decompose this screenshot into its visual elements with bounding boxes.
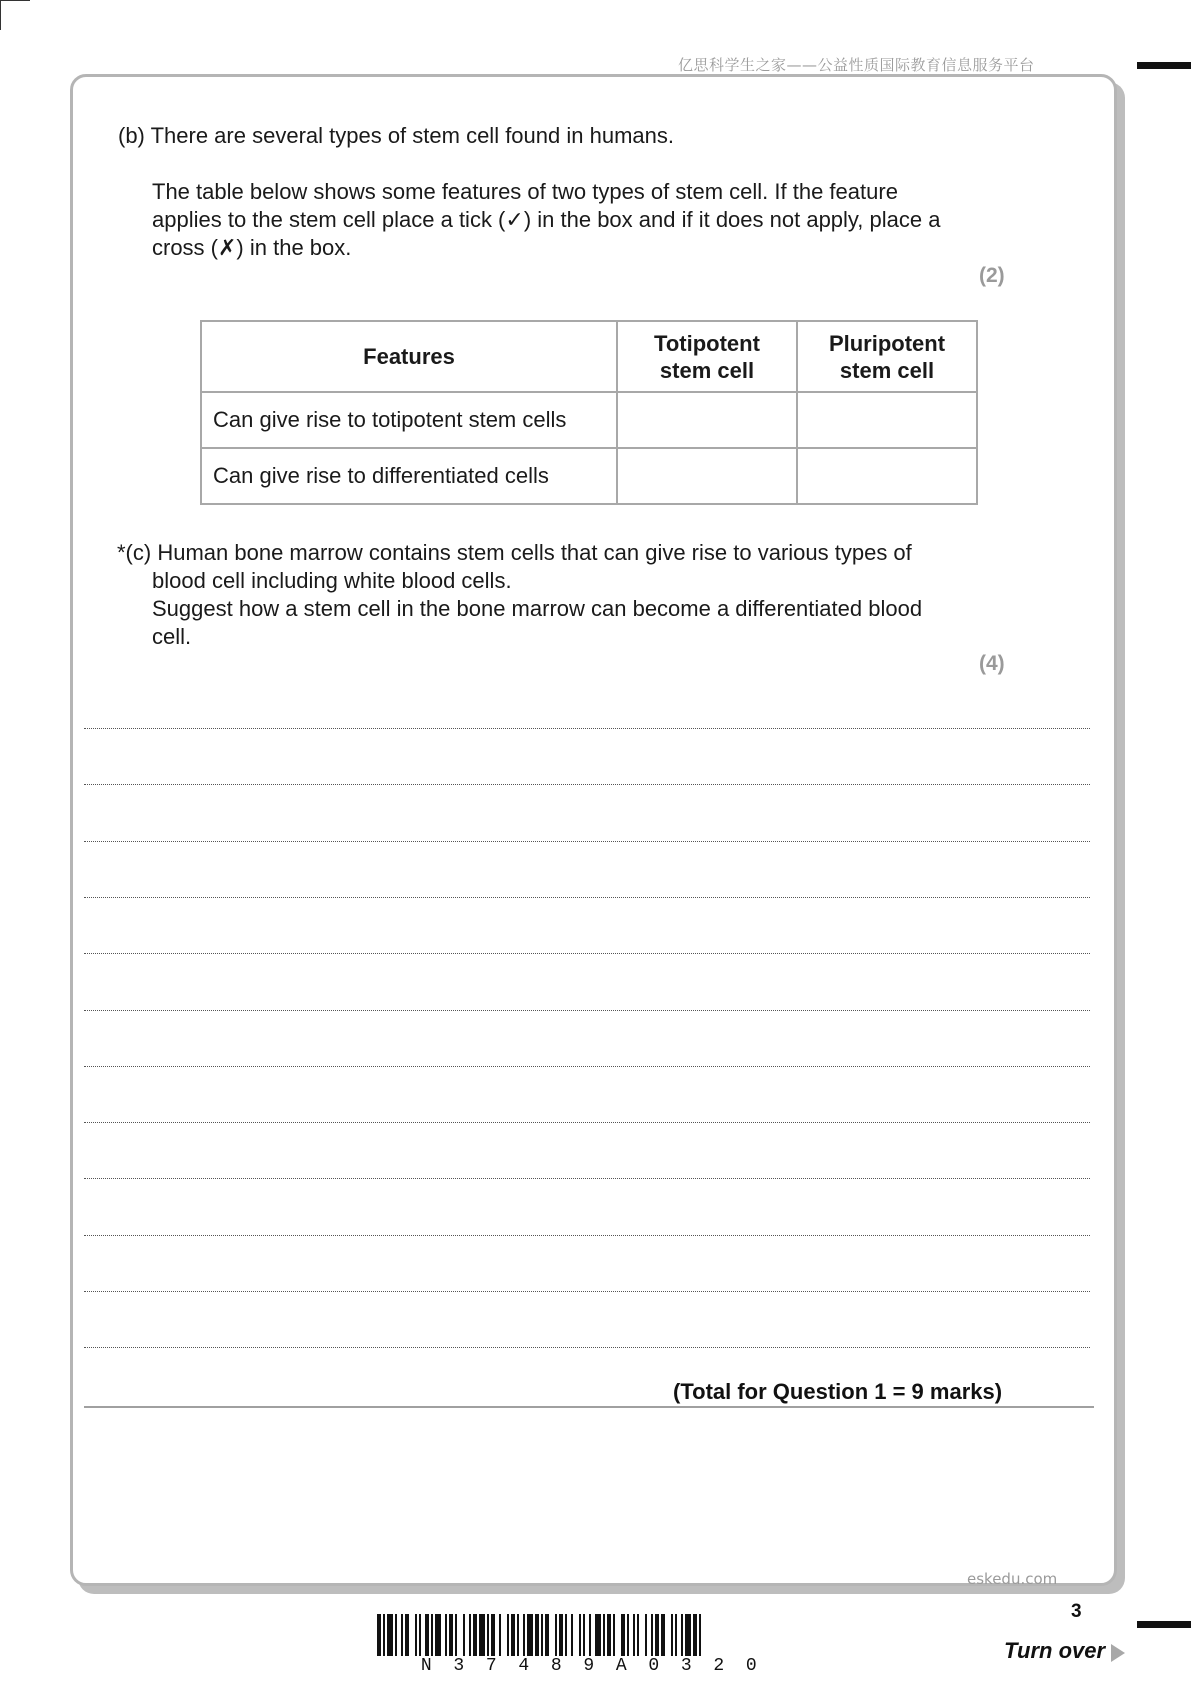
- barcode-digits: [410, 1656, 768, 1676]
- barcode-digit: 3: [680, 1656, 692, 1676]
- barcode-bar: [401, 1614, 403, 1656]
- header-pluripotent-line2: stem cell: [839, 357, 935, 383]
- barcode-digit: 3: [453, 1656, 465, 1676]
- table-header-row: [201, 321, 977, 392]
- page-number: 3: [1071, 1601, 1082, 1622]
- answer-line[interactable]: [84, 784, 1090, 785]
- barcode-bar: [627, 1614, 629, 1656]
- barcode-digit: N: [420, 1656, 432, 1676]
- pluripotent-answer-box[interactable]: [797, 448, 977, 504]
- answer-line[interactable]: [84, 1122, 1090, 1123]
- barcode-bar: [579, 1614, 581, 1656]
- totipotent-answer-box[interactable]: [617, 392, 797, 448]
- barcode-digit: A: [615, 1656, 627, 1676]
- barcode-bar: [589, 1614, 591, 1656]
- barcode: [377, 1614, 810, 1656]
- barcode-bar: [595, 1614, 601, 1656]
- barcode-bar: [671, 1614, 673, 1656]
- totipotent-answer-box[interactable]: [617, 448, 797, 504]
- barcode-bar: [473, 1614, 477, 1656]
- answer-line[interactable]: [84, 1010, 1090, 1011]
- barcode-bar: [699, 1614, 701, 1656]
- barcode-bar: [445, 1614, 447, 1656]
- barcode-bar: [655, 1614, 659, 1656]
- pluripotent-answer-box[interactable]: [797, 392, 977, 448]
- barcode-bar: [645, 1614, 647, 1656]
- header-features: Features: [201, 321, 617, 392]
- header-totipotent: [617, 321, 797, 392]
- header-pluripotent-line1: Pluripotent: [828, 330, 946, 356]
- question-c-line-4: cell.: [152, 624, 192, 649]
- barcode-bar: [607, 1614, 611, 1656]
- barcode-bar: [651, 1614, 653, 1656]
- barcode-bar: [527, 1614, 533, 1656]
- answer-line[interactable]: [84, 841, 1090, 842]
- answer-line[interactable]: [84, 1066, 1090, 1067]
- barcode-bar: [661, 1614, 665, 1656]
- question-b-instruction-2: applies to the stem cell place a tick (✓) in the box and if it does not apply, place a: [152, 207, 941, 232]
- barcode-bar: [499, 1614, 501, 1656]
- site-watermark: eskedu.com: [967, 1570, 1058, 1588]
- margin-bar-top: [1137, 62, 1191, 69]
- barcode-bar: [479, 1614, 485, 1656]
- barcode-bar: [621, 1614, 625, 1656]
- barcode-bar: [565, 1614, 567, 1656]
- barcode-bar: [435, 1614, 441, 1656]
- table-row: [201, 448, 977, 504]
- barcode-digit: 4: [518, 1656, 530, 1676]
- header-totipotent-line1: Totipotent: [654, 330, 760, 356]
- question-c-line-1: *(c) Human bone marrow contains stem cells that can give rise to various types of: [117, 540, 912, 565]
- barcode-bar: [387, 1614, 393, 1656]
- barcode-bar: [685, 1614, 691, 1656]
- barcode-bar: [633, 1614, 635, 1656]
- barcode-bar: [511, 1614, 515, 1656]
- table-row: [201, 392, 977, 448]
- barcode-bar: [583, 1614, 585, 1656]
- barcode-bar: [431, 1614, 433, 1656]
- question-c-line-3: Suggest how a stem cell in the bone marrow can become a differentiated blood: [152, 596, 923, 621]
- barcode-bar: [637, 1614, 639, 1656]
- barcode-bar: [487, 1614, 489, 1656]
- question-b-instruction-1: The table below shows some features of two types of stem cell. If the feature: [152, 179, 898, 204]
- answer-line[interactable]: [84, 953, 1090, 954]
- barcode-bar: [523, 1614, 525, 1656]
- turn-over-label: Turn over: [1004, 1638, 1106, 1663]
- barcode-bar: [405, 1614, 409, 1656]
- barcode-bar: [507, 1614, 509, 1656]
- barcode-bar: [491, 1614, 495, 1656]
- features-table: [200, 320, 978, 505]
- question-c-line-2: blood cell including white blood cells.: [152, 568, 512, 593]
- answer-line[interactable]: [84, 1178, 1090, 1179]
- answer-line[interactable]: [84, 728, 1090, 729]
- header-pluripotent: [797, 321, 977, 392]
- barcode-digit: 2: [713, 1656, 725, 1676]
- barcode-bar: [517, 1614, 519, 1656]
- barcode-bar: [571, 1614, 573, 1656]
- header-totipotent-line2: stem cell: [659, 357, 755, 383]
- barcode-bar: [675, 1614, 677, 1656]
- barcode-bar: [377, 1614, 381, 1656]
- barcode-bar: [419, 1614, 421, 1656]
- barcode-digit: 7: [485, 1656, 497, 1676]
- crop-mark: [0, 0, 32, 32]
- question-b-label: (b) There are several types of stem cell found in humans.: [118, 123, 674, 148]
- question-b-instruction-3: cross (✗) in the box.: [152, 235, 352, 260]
- barcode-bar: [469, 1614, 471, 1656]
- barcode-bar: [535, 1614, 539, 1656]
- barcode-bar: [383, 1614, 385, 1656]
- turn-over-arrow-icon: [1111, 1644, 1125, 1662]
- barcode-digit: 0: [648, 1656, 660, 1676]
- barcode-bar: [555, 1614, 557, 1656]
- barcode-digit: 0: [745, 1656, 757, 1676]
- page-frame: [70, 74, 1117, 1586]
- header-watermark: 亿思科学生之家——公益性质国际教育信息服务平台: [678, 56, 1035, 74]
- barcode-bar: [603, 1614, 605, 1656]
- total-rule: [84, 1406, 1094, 1408]
- barcode-bar: [425, 1614, 429, 1656]
- barcode-bar: [545, 1614, 549, 1656]
- feature-cell: Can give rise to differentiated cells: [201, 448, 617, 504]
- answer-line[interactable]: [84, 1347, 1090, 1348]
- barcode-bar: [463, 1614, 465, 1656]
- barcode-bar: [395, 1614, 397, 1656]
- question-b-marks: (2): [979, 264, 1005, 287]
- barcode-digit: 9: [583, 1656, 595, 1676]
- barcode-digit: 8: [550, 1656, 562, 1676]
- barcode-bar: [541, 1614, 543, 1656]
- answer-line[interactable]: [84, 1291, 1090, 1292]
- barcode-bar: [613, 1614, 615, 1656]
- barcode-bar: [559, 1614, 563, 1656]
- question-total: (Total for Question 1 = 9 marks): [673, 1379, 1003, 1404]
- barcode-bar: [415, 1614, 417, 1656]
- barcode-bar: [449, 1614, 453, 1656]
- barcode-bar: [455, 1614, 457, 1656]
- answer-line[interactable]: [84, 897, 1090, 898]
- question-c-marks: (4): [979, 652, 1005, 675]
- barcode-bar: [693, 1614, 697, 1656]
- answer-line[interactable]: [84, 1235, 1090, 1236]
- margin-bar-bottom: [1137, 1621, 1191, 1628]
- barcode-bar: [681, 1614, 683, 1656]
- feature-cell: Can give rise to totipotent stem cells: [201, 392, 617, 448]
